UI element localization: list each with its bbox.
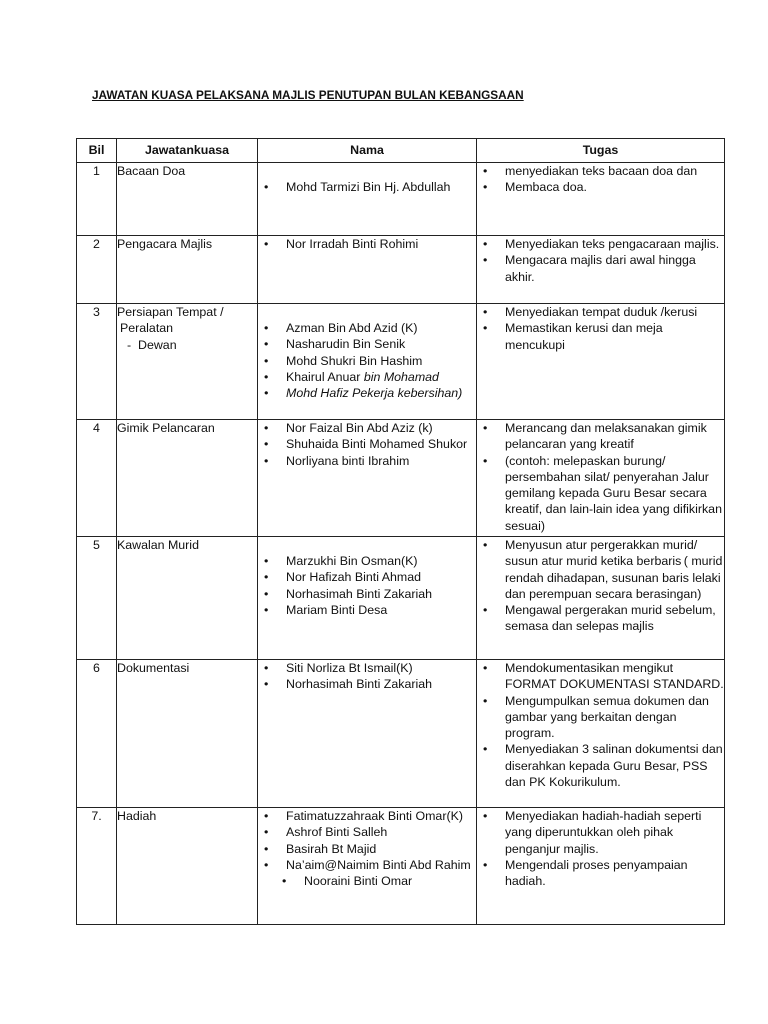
table-row: [77, 808, 725, 925]
task-item: • menyediakan teks bacaan doa dan: [477, 163, 724, 179]
committee-name: Pengacara Majlis: [117, 236, 258, 304]
committee-name: Hadiah: [117, 808, 258, 925]
task-list: [477, 236, 725, 304]
committee-name: Gimik Pelancaran: [117, 420, 258, 537]
committee-name: Dokumentasi: [117, 660, 258, 808]
committee-name: Bacaan Doa: [117, 163, 258, 236]
table-row: [77, 420, 725, 537]
table-row: [77, 163, 725, 236]
member-name: • Mohd Tarmizi Bin Hj. Abdullah: [258, 179, 476, 195]
committee-name: Kawalan Murid: [117, 537, 258, 660]
table-header-row: [77, 139, 725, 163]
table-row: [77, 236, 725, 304]
member-list: [258, 537, 477, 660]
task-list: [477, 808, 725, 925]
member-list: [258, 660, 477, 808]
member-name: • Nor Hafizah Binti Ahmad: [258, 569, 476, 585]
task-item: • Menyediakan tempat duduk /kerusi: [477, 304, 724, 320]
member-name: • Norhasimah Binti Zakariah: [258, 676, 476, 692]
member-name: • Nooraini Binti Omar: [258, 873, 476, 889]
row-number: 2: [77, 236, 117, 304]
member-name: • Mohd Hafiz Pekerja kebersihan): [258, 385, 476, 401]
task-item: • (contoh: melepaskan burung/ persembahan silat/ penyerahan Jalur gemilang kepada Guru Besar secara kreatif, dan lain-lain idea yang difikirkan sesuai): [477, 453, 724, 534]
task-item: • Mengawal pergerakan murid sebelum, semasa dan selepas majlis: [477, 602, 724, 635]
member-name: • Nor Irradah Binti Rohimi: [258, 236, 476, 252]
task-item: • Mengendali proses penyampaian hadiah.: [477, 857, 724, 890]
member-name: • Basirah Bt Majid: [258, 841, 476, 857]
row-number: 3: [77, 304, 117, 420]
header-nama: Nama: [258, 139, 477, 163]
row-number: 1: [77, 163, 117, 236]
committee-name: [117, 304, 258, 420]
task-list: [477, 420, 725, 537]
member-list: [258, 163, 477, 236]
member-name: • Ashrof Binti Salleh: [258, 824, 476, 840]
member-list: [258, 304, 477, 420]
member-name: • Na’aim@Naimim Binti Abd Rahim: [258, 857, 476, 873]
task-item: • Menyediakan teks pengacaraan majlis.: [477, 236, 724, 252]
row-number: 4: [77, 420, 117, 537]
task-list: [477, 304, 725, 420]
task-item: • Mendokumentasikan mengikut FORMAT DOKUMENTASI STANDARD.: [477, 660, 724, 693]
member-name: • Norliyana binti Ibrahim: [258, 453, 476, 469]
row-number: 5: [77, 537, 117, 660]
header-tugas: Tugas: [477, 139, 725, 163]
member-name: • Marzukhi Bin Osman(K): [258, 553, 476, 569]
task-item: • Membaca doa.: [477, 179, 724, 195]
task-item: • Merancang dan melaksanakan gimik pelancaran yang kreatif: [477, 420, 724, 453]
task-item: • Memastikan kerusi dan meja mencukupi: [477, 320, 724, 353]
task-list: [477, 537, 725, 660]
member-name: • Azman Bin Abd Azid (K): [258, 320, 476, 336]
task-item: • Menyediakan 3 salinan dokumentsi dan diserahkan kepada Guru Besar, PSS dan PK Kokurikulum.: [477, 741, 724, 790]
member-name: • Siti Norliza Bt Ismail(K): [258, 660, 476, 676]
task-list: [477, 163, 725, 236]
row-number: 6: [77, 660, 117, 808]
task-item: • Menyediakan hadiah-hadiah seperti yang diperuntukkan oleh pihak penganjur majlis.: [477, 808, 724, 857]
header-jawatankuasa: Jawatankuasa: [117, 139, 258, 163]
member-name-italic: bin Mohamad: [363, 369, 439, 384]
table-row: [77, 660, 725, 808]
task-item: • Mengacara majlis dari awal hingga akhir.: [477, 252, 724, 285]
member-name: • Fatimatuzzahraak Binti Omar(K): [258, 808, 476, 824]
committee-table: [76, 138, 725, 925]
task-item: • Menyusun atur pergerakkan murid/ susun atur murid ketika berbaris ( murid rendah dihadapan, susunan baris lelaki dan perempuan secara berasingan): [477, 537, 724, 602]
member-name: • Nasharudin Bin Senik: [258, 336, 476, 352]
document-title: JAWATAN KUASA PELAKSANA MAJLIS PENUTUPAN BULAN KEBANGSAAN: [92, 88, 524, 102]
committee-subitem: - Dewan: [127, 337, 177, 352]
member-name-plain: Khairul Anuar: [286, 369, 364, 384]
member-name: • Mariam Binti Desa: [258, 602, 476, 618]
member-list: [258, 808, 477, 925]
member-name: • Norhasimah Binti Zakariah: [258, 586, 476, 602]
committee-name-line: Persiapan Tempat /: [117, 305, 224, 319]
row-number: 7.: [77, 808, 117, 925]
table-row: [77, 304, 725, 420]
member-name: [258, 369, 476, 385]
task-list: [477, 660, 725, 808]
table-row: [77, 537, 725, 660]
member-name: • Nor Faizal Bin Abd Aziz (k): [258, 420, 476, 436]
task-item: • Mengumpulkan semua dokumen dan gambar yang berkaitan dengan program.: [477, 693, 724, 742]
committee-name-line: Peralatan: [120, 321, 174, 336]
member-list: [258, 420, 477, 537]
member-list: [258, 236, 477, 304]
member-name: • Mohd Shukri Bin Hashim: [258, 353, 476, 369]
member-name: • Shuhaida Binti Mohamed Shukor: [258, 436, 476, 452]
header-bil: Bil: [77, 139, 117, 163]
